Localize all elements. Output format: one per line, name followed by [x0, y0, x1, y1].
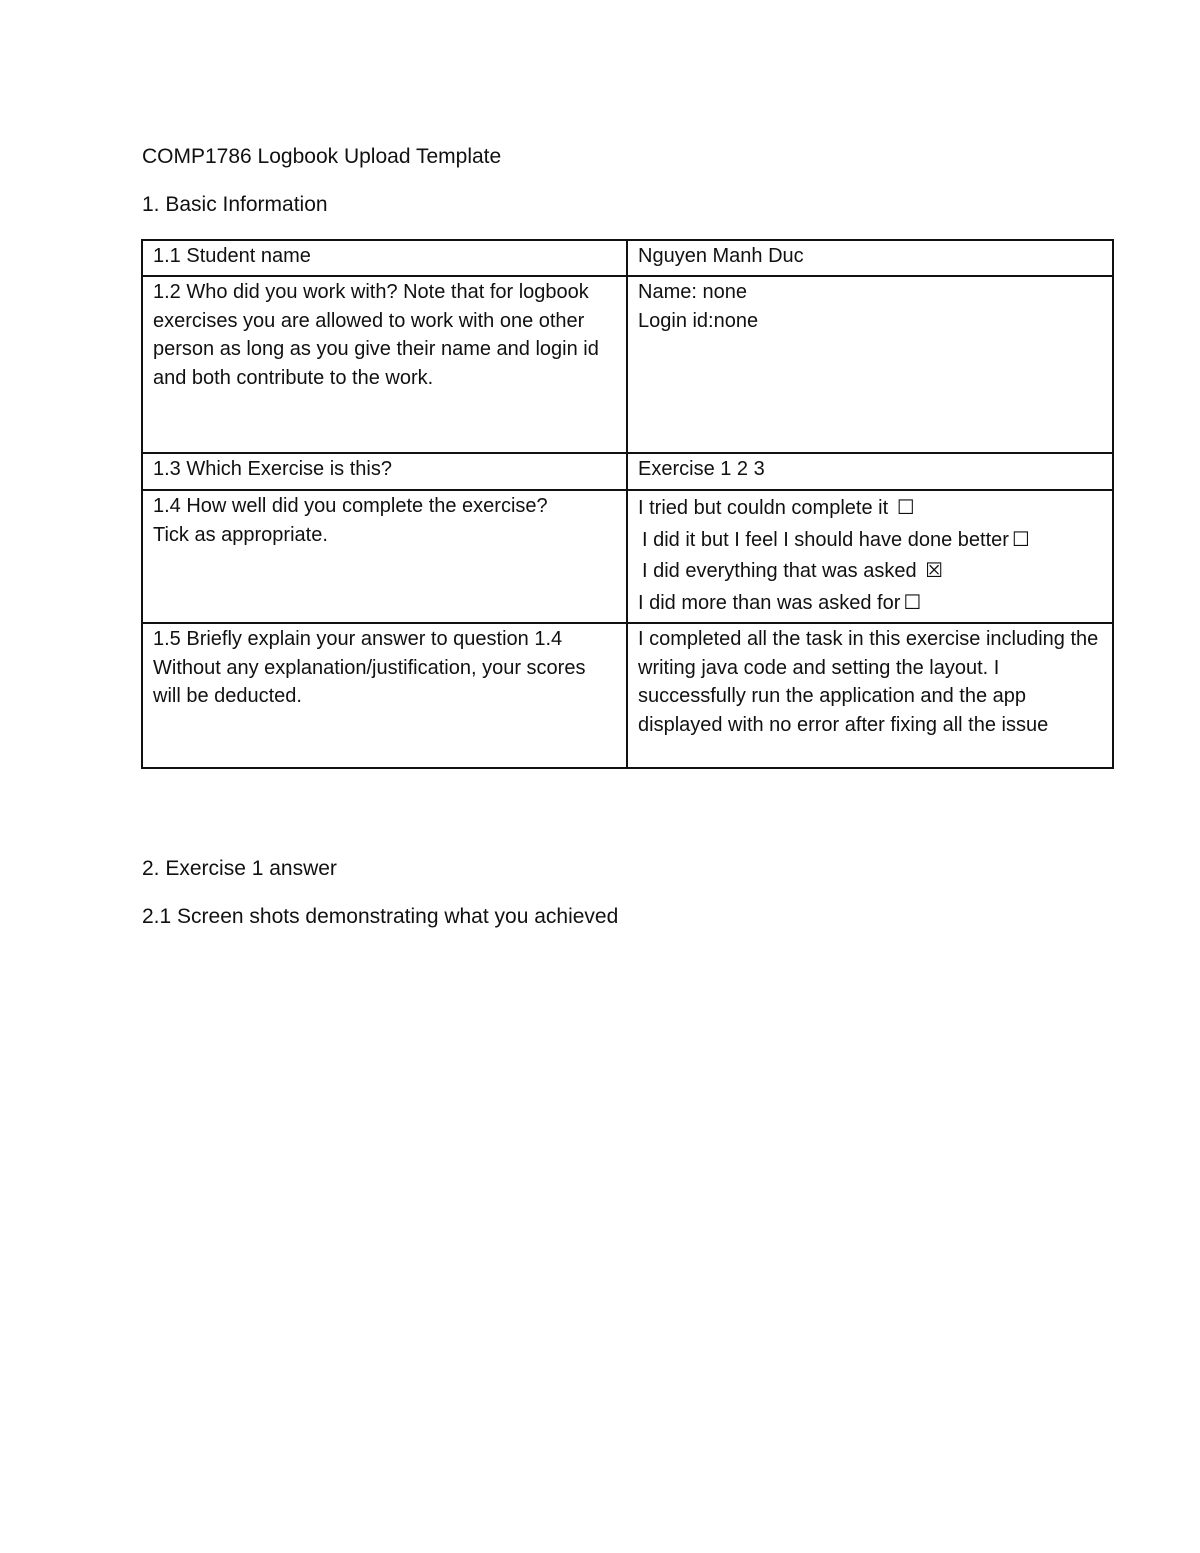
completion-question-line: 1.4 How well did you complete the exercise?: [153, 495, 548, 517]
option-label: I did more than was asked for: [638, 591, 901, 614]
completion-option-did-more: [638, 587, 1103, 619]
option-label: I did everything that was asked: [642, 560, 917, 582]
completion-question-instruction: Tick as appropriate.: [153, 523, 328, 546]
exercise-answer: Exercise 1 2 3: [627, 453, 1113, 490]
table-row-explanation: [142, 623, 1113, 768]
collaborator-login-id: Login id:none: [638, 309, 759, 332]
table-row-completion: [142, 490, 1113, 623]
document-title: COMP1786 Logbook Upload Template: [142, 145, 502, 168]
screenshots-subheading: 2.1 Screen shots demonstrating what you achieved: [142, 905, 619, 928]
completion-option-did-everything: [638, 555, 1103, 587]
exercise-question: 1.3 Which Exercise is this?: [142, 453, 627, 490]
table-row-collaborator: [142, 276, 1113, 453]
checkbox-unchecked-icon[interactable]: ☐: [903, 589, 922, 614]
table-row-exercise: [142, 453, 1113, 490]
checkbox-checked-icon[interactable]: ☒: [925, 558, 944, 582]
option-label: I tried but couldn complete it: [638, 497, 889, 519]
completion-question: [142, 490, 627, 623]
explanation-question: 1.5 Briefly explain your answer to question 1.4 Without any explanation/justification, your scores will be deducted.: [142, 623, 627, 768]
completion-option-tried: [638, 492, 1103, 524]
basic-information-table: [141, 239, 1114, 769]
completion-options: [627, 490, 1113, 623]
collaborator-answer: [627, 276, 1113, 453]
student-name-label: 1.1 Student name: [142, 240, 627, 276]
table-row-student-name: [142, 240, 1113, 276]
exercise-1-heading: 2. Exercise 1 answer: [142, 857, 337, 880]
explanation-answer: I completed all the task in this exercise including the writing java code and setting the layout. I successfully run the application and the app displayed with no error after fixing all the issue: [627, 623, 1113, 768]
basic-information-heading: 1. Basic Information: [142, 193, 328, 216]
option-label: I did it but I feel I should have done better: [642, 528, 1009, 551]
collaborator-question: 1.2 Who did you work with? Note that for logbook exercises you are allowed to work with one other person as long as you give their name and login id and both contribute to the work.: [142, 276, 627, 453]
checkbox-unchecked-icon[interactable]: ☐: [896, 495, 915, 519]
student-name-value: Nguyen Manh Duc: [627, 240, 1113, 276]
checkbox-unchecked-icon[interactable]: ☐: [1011, 526, 1030, 551]
completion-option-could-do-better: [638, 524, 1103, 556]
collaborator-name: Name: none: [638, 281, 747, 303]
